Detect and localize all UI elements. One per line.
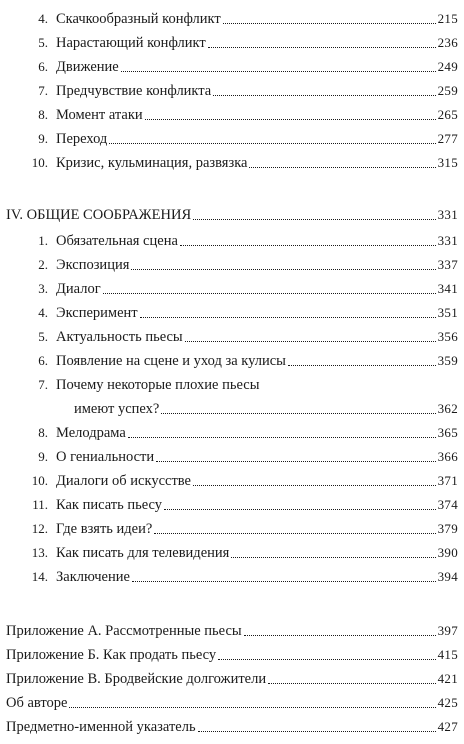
entry-page: 337 (437, 257, 458, 272)
toc-entry (0, 102, 458, 124)
entry-title: Скачкообразный конфликт (56, 11, 221, 27)
entry-number: 7. (38, 83, 48, 98)
entry-title: Обязательная сцена (56, 233, 178, 249)
entry-title: Эксперимент (56, 305, 138, 321)
appendix-title: Приложение Б. Как продать пьесу (6, 647, 217, 663)
entry-number: 9. (38, 449, 48, 464)
entry-title: Движение (56, 59, 119, 75)
appendix-page: 415 (437, 647, 458, 662)
entry-page: 390 (437, 545, 458, 560)
leader-dots (208, 47, 436, 48)
leader-dots (103, 293, 436, 294)
entry-title: Как писать для телевидения (56, 545, 230, 561)
section-title: IV. ОБЩИЕ СООБРАЖЕНИЯ (6, 207, 192, 223)
entry-page: 379 (437, 521, 458, 536)
entry-number: 5. (38, 329, 48, 344)
appendix-title: Приложение В. Бродвейские долгожители (6, 671, 267, 687)
toc-entry (0, 564, 458, 586)
entry-page: 371 (437, 473, 458, 488)
leader-dots (218, 659, 435, 660)
leader-dots (140, 317, 436, 318)
appendix-page: 427 (437, 719, 458, 734)
entry-title: Как писать пьесу (56, 497, 163, 513)
leader-dots (185, 341, 436, 342)
entry-number: 10. (31, 155, 48, 170)
toc-entry (0, 324, 458, 346)
entry-number: 4. (38, 11, 48, 26)
toc-entry (0, 150, 458, 172)
entry-page: 351 (437, 305, 458, 320)
leader-dots (154, 533, 435, 534)
leader-dots (164, 509, 436, 510)
entry-title: Появление на сцене и уход за кулисы (56, 353, 286, 369)
entry-page: 366 (437, 449, 458, 464)
toc-entry (0, 516, 458, 538)
leader-dots (180, 245, 436, 246)
appendix-page: 397 (437, 623, 458, 638)
toc-entry (0, 300, 458, 322)
entry-number: 6. (38, 59, 48, 74)
entry-number: 9. (38, 131, 48, 146)
entry-title: Заключение (56, 569, 130, 585)
leader-dots (193, 219, 435, 220)
entry-page: 394 (437, 569, 458, 584)
toc-entry (0, 78, 458, 100)
entry-page: 359 (437, 353, 458, 368)
toc-entry (0, 492, 458, 514)
entry-number: 8. (38, 425, 48, 440)
entry-title: Кризис, кульминация, развязка (56, 155, 248, 171)
entry-number: 13. (31, 545, 48, 560)
entry-number: 7. (38, 377, 48, 392)
leader-dots (223, 23, 436, 24)
toc-entry (0, 252, 458, 274)
leader-dots (231, 557, 435, 558)
entry-title: Где взять идеи? (56, 521, 153, 537)
leader-dots (109, 143, 435, 144)
entry-page: 249 (437, 59, 458, 74)
entry-page: 259 (437, 83, 458, 98)
entry-page: 362 (437, 401, 458, 416)
entry-page: 341 (437, 281, 458, 296)
entry-title: Диалоги об искусстве (56, 473, 191, 489)
appendix-page: 421 (437, 671, 458, 686)
appendix-entry (0, 642, 458, 664)
entry-title: Актуальность пьесы (56, 329, 183, 345)
entry-number: 10. (31, 473, 48, 488)
leader-dots (69, 707, 435, 708)
entry-page: 315 (437, 155, 458, 170)
leader-dots (244, 635, 436, 636)
leader-dots (288, 365, 436, 366)
leader-dots (132, 581, 436, 582)
toc-entry (0, 444, 458, 466)
entry-title: О гениальности (56, 449, 155, 465)
entry-title: Момент атаки (56, 107, 143, 123)
appendix-entry (0, 690, 458, 712)
toc-entry (0, 276, 458, 298)
toc-entry-line2 (74, 396, 458, 418)
appendix-entry (0, 714, 458, 736)
toc-entry (0, 6, 458, 28)
entry-page: 331 (437, 233, 458, 248)
toc-entry (0, 126, 458, 148)
toc-entry-line1 (0, 372, 458, 394)
leader-dots (131, 269, 435, 270)
entry-title: Мелодрама (56, 425, 126, 441)
entry-number: 8. (38, 107, 48, 122)
leader-dots (128, 437, 436, 438)
leader-dots (268, 683, 435, 684)
entry-number: 14. (31, 569, 48, 584)
entry-title-continued: имеют успех? (74, 401, 160, 417)
leader-dots (121, 71, 436, 72)
entry-page: 356 (437, 329, 458, 344)
entry-number: 5. (38, 35, 48, 50)
leader-dots (161, 413, 435, 414)
entry-number: 2. (38, 257, 48, 272)
toc-entry (0, 420, 458, 442)
entry-page: 215 (437, 11, 458, 26)
appendix-title: Приложение А. Рассмотренные пьесы (6, 623, 242, 639)
leader-dots (145, 119, 436, 120)
entry-number: 1. (38, 233, 48, 248)
leader-dots (249, 167, 435, 168)
entry-page: 374 (437, 497, 458, 512)
toc-entry (0, 228, 458, 250)
leader-dots (156, 461, 435, 462)
entry-title: Предчувствие конфликта (56, 83, 212, 99)
entry-number: 6. (38, 353, 48, 368)
entry-title: Экспозиция (56, 257, 130, 273)
leader-dots (213, 95, 435, 96)
entry-number: 4. (38, 305, 48, 320)
entry-title: Почему некоторые плохие пьесы (56, 377, 260, 393)
entry-page: 265 (437, 107, 458, 122)
entry-title: Нарастающий конфликт (56, 35, 206, 51)
entry-title: Диалог (56, 281, 101, 297)
toc-entry (0, 348, 458, 370)
appendix-title: Предметно-именной указатель (6, 719, 196, 735)
entry-number: 12. (31, 521, 48, 536)
toc-entry (0, 540, 458, 562)
entry-number: 11. (32, 497, 48, 512)
appendix-entry (0, 666, 458, 688)
appendix-page: 425 (437, 695, 458, 710)
leader-dots (193, 485, 436, 486)
section-heading (0, 202, 458, 224)
section-page: 331 (437, 207, 458, 222)
entry-page: 236 (437, 35, 458, 50)
entry-page: 365 (437, 425, 458, 440)
entry-title: Переход (56, 131, 108, 147)
toc-entry (0, 54, 458, 76)
appendix-entry (0, 618, 458, 640)
toc-entry (0, 30, 458, 52)
entry-number: 3. (38, 281, 48, 296)
entry-page: 277 (437, 131, 458, 146)
leader-dots (198, 731, 436, 732)
appendix-title: Об авторе (6, 695, 68, 711)
toc-entry (0, 468, 458, 490)
